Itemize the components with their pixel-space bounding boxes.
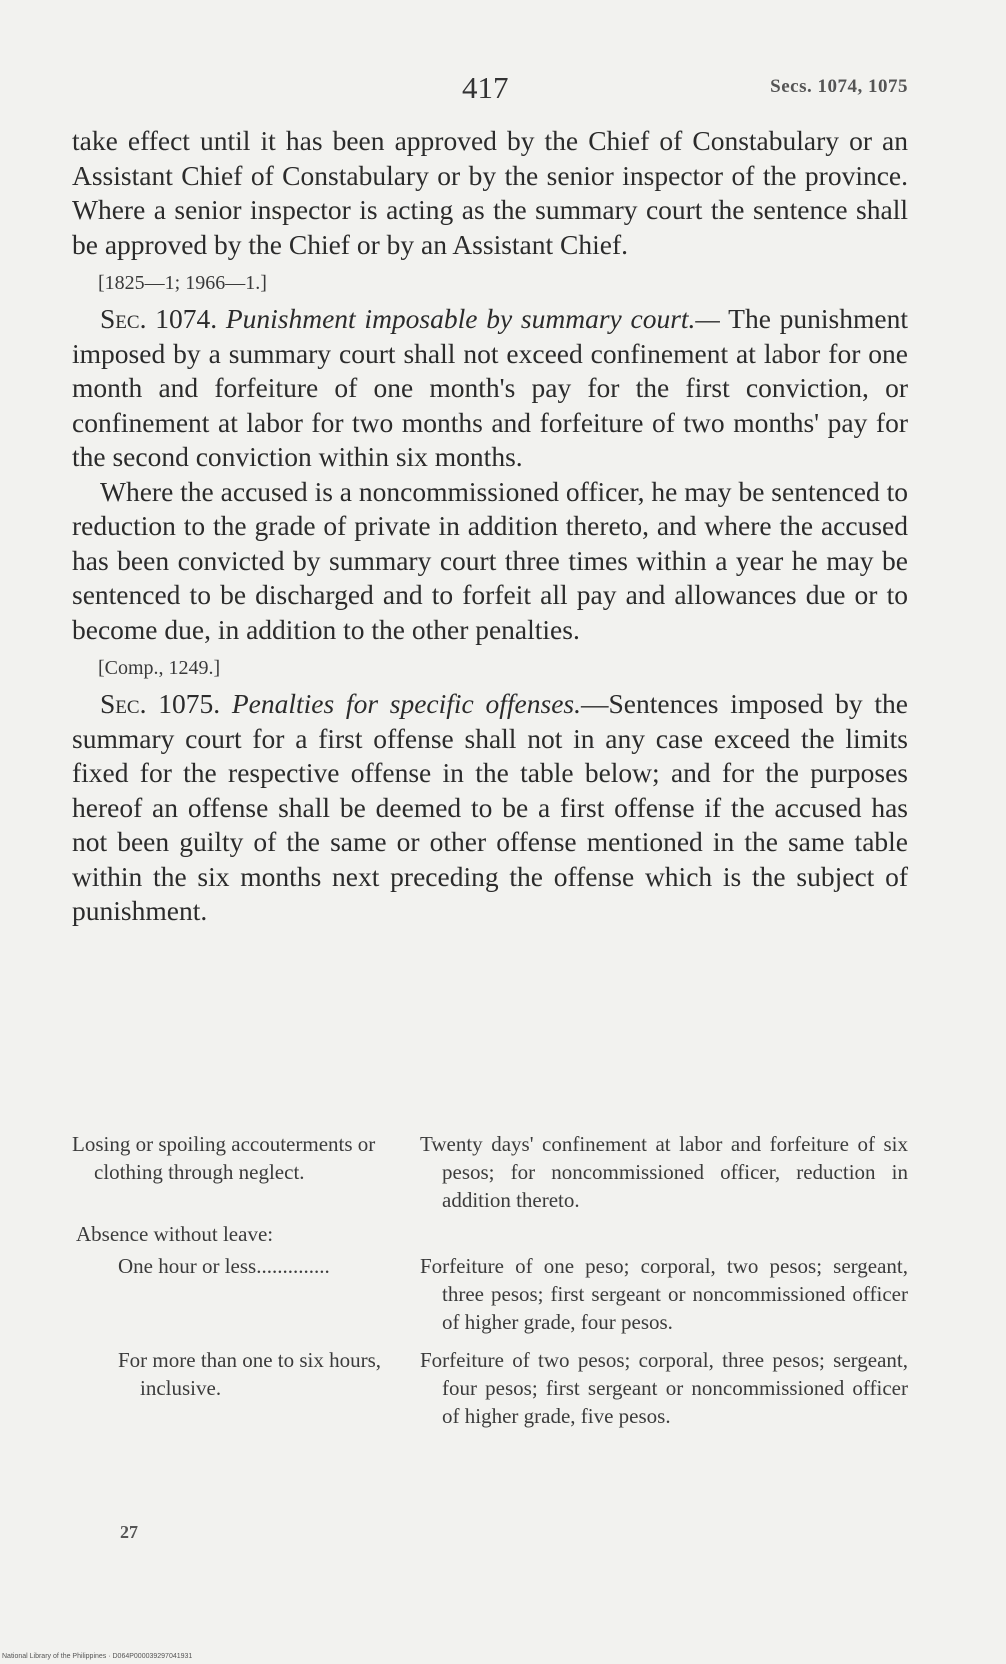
citation-1: [1825—1; 1966—1.]: [98, 272, 267, 294]
offense-cell: One hour or less..............: [118, 1254, 330, 1278]
table-row: [72, 1130, 908, 1214]
paragraph-continuation: take effect until it has been approved by the Chief of Constabulary or an Assistant Chief of Constabulary or by the senior inspector of the province. Where a senior inspector is acting as the summary court the sentence shall be approved by the Chief or by an Assistant Chief.: [72, 125, 908, 260]
penalty-cell: Forfeiture of one peso; corporal, two pesos; sergeant, three pesos; first sergeant or noncommissioned officer of higher grade, four pesos.: [420, 1254, 908, 1334]
offense-cell: For more than one to six hours, inclusive.: [118, 1348, 382, 1400]
table-subheading: Absence without leave:: [76, 1222, 274, 1246]
penalty-cell: Twenty days' confinement at labor and forfeiture of six pesos; for noncommissioned officer, reduction in addition thereto.: [420, 1132, 908, 1212]
page-header: [70, 70, 908, 110]
scan-credit: National Library of the Philippines · D064P000039297041931: [2, 1653, 193, 1660]
page-number: 417: [462, 70, 509, 105]
section-1075: [72, 687, 908, 929]
table-row: [72, 1252, 908, 1336]
paragraph-noncommissioned: Where the accused is a noncommissioned officer, he may be sentenced to reduction to the grade of private in addition thereto, and where the accused has been convicted by summary court three times within a year he may be sentenced to be discharged and to forfeit all pay and allowances due or to become due, in addition to the other penalties.: [72, 475, 908, 645]
section-1074-title: Punishment imposable by summary court.—: [225, 303, 720, 334]
offense-cell: Losing or spoiling accouterments or clothing through neglect.: [72, 1132, 376, 1184]
section-1074: [72, 302, 908, 475]
signature-mark: 27: [120, 1522, 138, 1542]
section-1075-title: Penalties for specific offenses.: [231, 688, 581, 719]
section-1074-text: The punishment imposed by a summary court shall not exceed confinement at labor for one month and forfeiture of one month's pay for the first conviction, or confinement at labor for two months and forfeiture of two months' pay for the second conviction within six months.: [72, 303, 908, 472]
penalty-cell: Forfeiture of two pesos; corporal, three pesos; sergeant, four pesos; first sergeant or noncommissioned officer of higher grade, five pesos.: [420, 1348, 908, 1428]
section-1075-text: —Sentences imposed by the summary court for a first offense shall not in any case exceed the limits fixed for the respective offense in the table below; and for the purposes hereof an offense shall be deemed to be a first offense if the accused has not been guilty of the same or other offense mentioned in the same table within the six months next preceding the offense which is the subject of punishment.: [72, 688, 909, 926]
body-text: [72, 124, 908, 929]
section-reference: Secs. 1074, 1075: [770, 76, 908, 97]
table-row: [72, 1346, 908, 1430]
section-1074-label: Sec. 1074.: [100, 303, 218, 334]
penalty-table: [72, 1130, 908, 1436]
section-1075-label: Sec. 1075.: [100, 688, 221, 719]
citation-2: [Comp., 1249.]: [98, 657, 221, 679]
